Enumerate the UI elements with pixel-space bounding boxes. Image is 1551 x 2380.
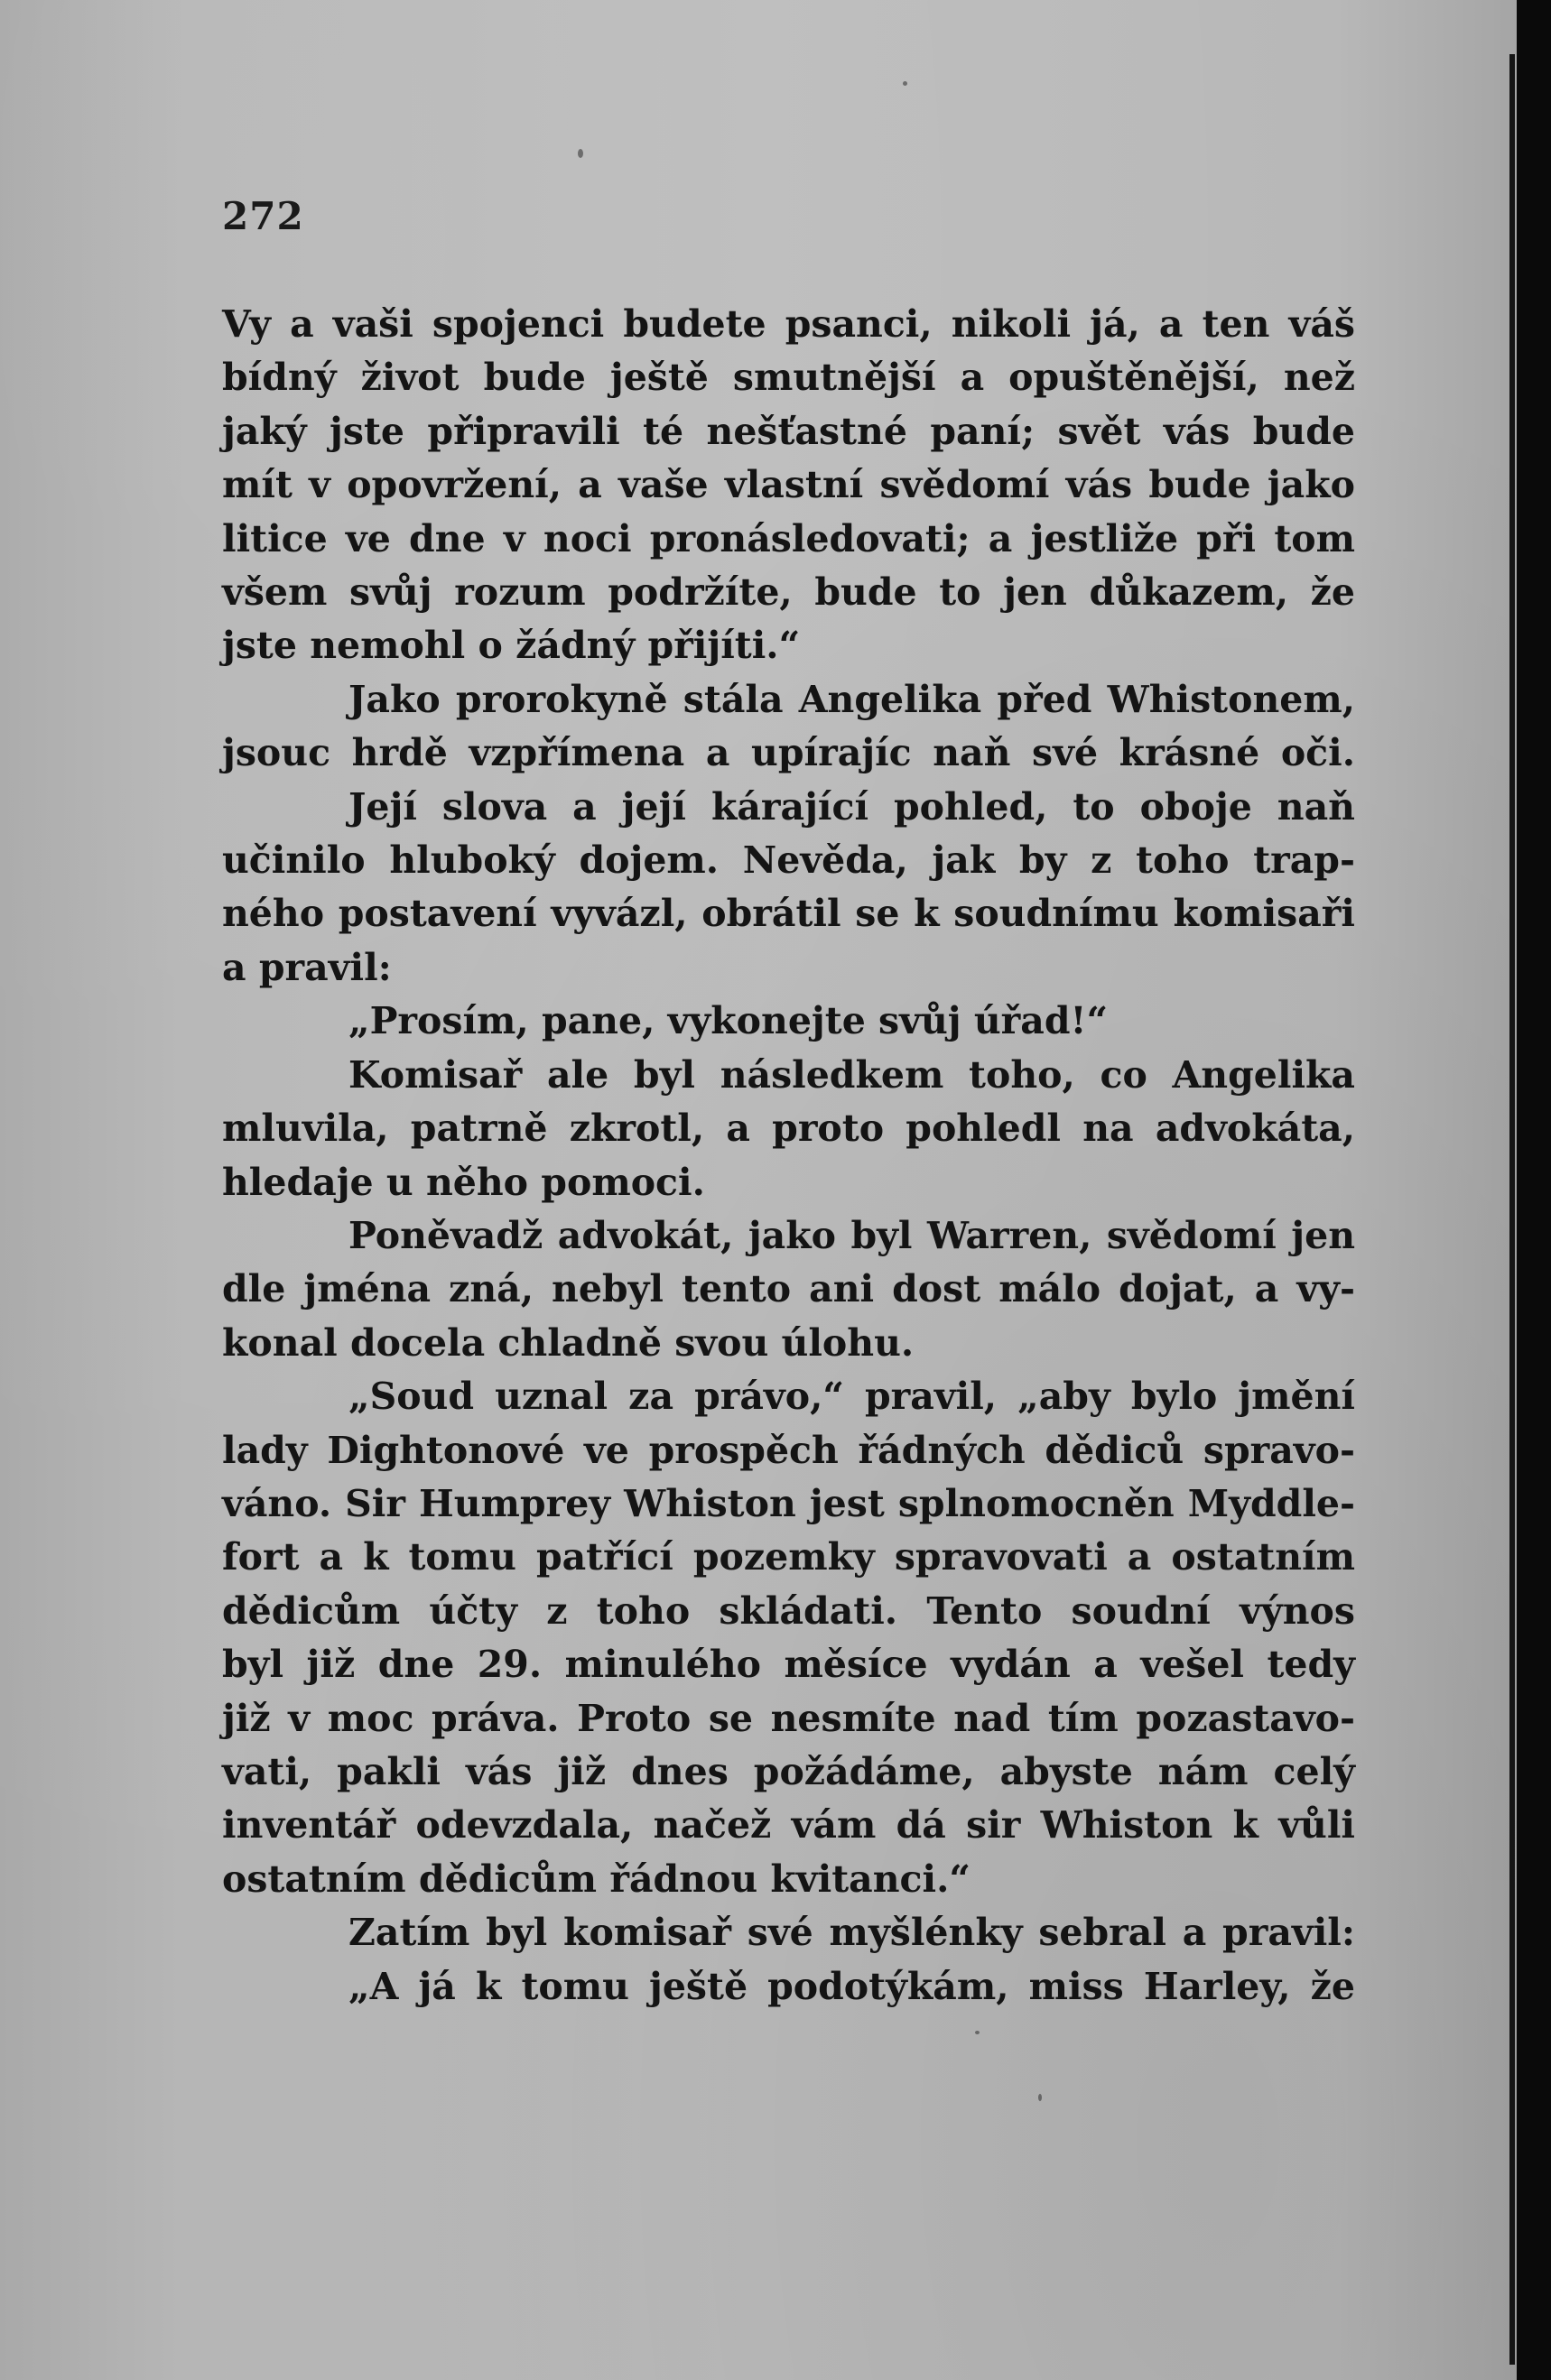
text-line: Její slova a její kárající pohled, to oboje naň xyxy=(348,784,1355,829)
text-line: fort a k tomu patřící pozemky spravovati a ostatním xyxy=(222,1535,1355,1579)
text-line: Zatím byl komisař své myšlénky sebral a pravil: xyxy=(348,1911,1355,1955)
text-line: a pravil: xyxy=(222,945,392,989)
text-line: Komisař ale byl následkem toho, co Angelika xyxy=(348,1052,1355,1097)
text-line: hledaje u něho pomoci. xyxy=(222,1160,705,1204)
text-line: ného postavení vyvázl, obrátil se k soudnímu komisaři xyxy=(222,892,1355,936)
text-line: „Soud uznal za právo,“ pravil, „aby bylo jmění xyxy=(348,1375,1355,1419)
text-line: jaký jste připravili té nešťastné paní; svět vás bude xyxy=(222,409,1355,453)
print-speck xyxy=(903,81,907,86)
text-line: lady Dightonové ve prospěch řádných dědiců spravo- xyxy=(222,1428,1355,1472)
text-line: učinilo hluboký dojem. Nevěda, jak by z toho trap- xyxy=(222,838,1355,883)
text-line: váno. Sir Humprey Whiston jest splnomocněn Myddle- xyxy=(222,1481,1355,1525)
text-line: Poněvadž advokát, jako byl Warren, svědomí jen xyxy=(348,1213,1355,1257)
text-line: konal docela chladně svou úlohu. xyxy=(222,1320,915,1365)
print-speck xyxy=(975,2031,980,2034)
text-line: litice ve dne v noci pronásledovati; a jestliže při tom xyxy=(222,516,1355,560)
print-speck xyxy=(1038,2094,1042,2101)
text-line: jste nemohl o žádný přijíti.“ xyxy=(222,624,801,668)
text-line: všem svůj rozum podržíte, bude to jen důkazem, že xyxy=(222,570,1355,615)
text-line: již v moc práva. Proto se nesmíte nad tím pozastavo- xyxy=(222,1696,1355,1740)
text-line: vati, pakli vás již dnes požádáme, abyste nám celý xyxy=(222,1749,1355,1793)
text-line: mluvila, patrně zkrotl, a proto pohledl na advokáta, xyxy=(222,1107,1355,1151)
text-line: Vy a vaši spojenci budete psanci, nikoli já, a ten váš xyxy=(222,302,1355,346)
text-line: Jako prorokyně stála Angelika před Whistonem, xyxy=(348,677,1355,721)
text-line: inventář odevzdala, načež vám dá sir Whiston k vůli xyxy=(222,1803,1355,1848)
text-line: „A já k tomu ještě podotýkám, miss Harley, že xyxy=(348,1964,1355,2008)
page-number: 272 xyxy=(222,194,304,238)
text-line: byl již dne 29. minulého měsíce vydán a vešel tedy xyxy=(222,1643,1355,1687)
print-speck xyxy=(578,149,583,158)
text-line: ostatním dědicům řádnou kvitanci.“ xyxy=(222,1857,971,1901)
scan-border xyxy=(1517,0,1551,2380)
text-line: jsouc hrdě vzpřímena a upírajíc naň své krásné oči. xyxy=(222,731,1355,775)
text-line: mít v opovržení, a vaše vlastní svědomí vás bude jako xyxy=(222,463,1355,507)
text-line: dědicům účty z toho skládati. Tento soudní výnos xyxy=(222,1588,1355,1633)
text-line: dle jména zná, nebyl tento ani dost málo dojat, a vy- xyxy=(222,1267,1355,1311)
text-line: bídný život bude ještě smutnější a opuštěnější, než xyxy=(222,356,1355,400)
page-text xyxy=(222,298,1355,2014)
page-edge-shadow xyxy=(1509,54,1515,2365)
text-line: „Prosím, pane, vykonejte svůj úřad!“ xyxy=(348,999,1109,1043)
